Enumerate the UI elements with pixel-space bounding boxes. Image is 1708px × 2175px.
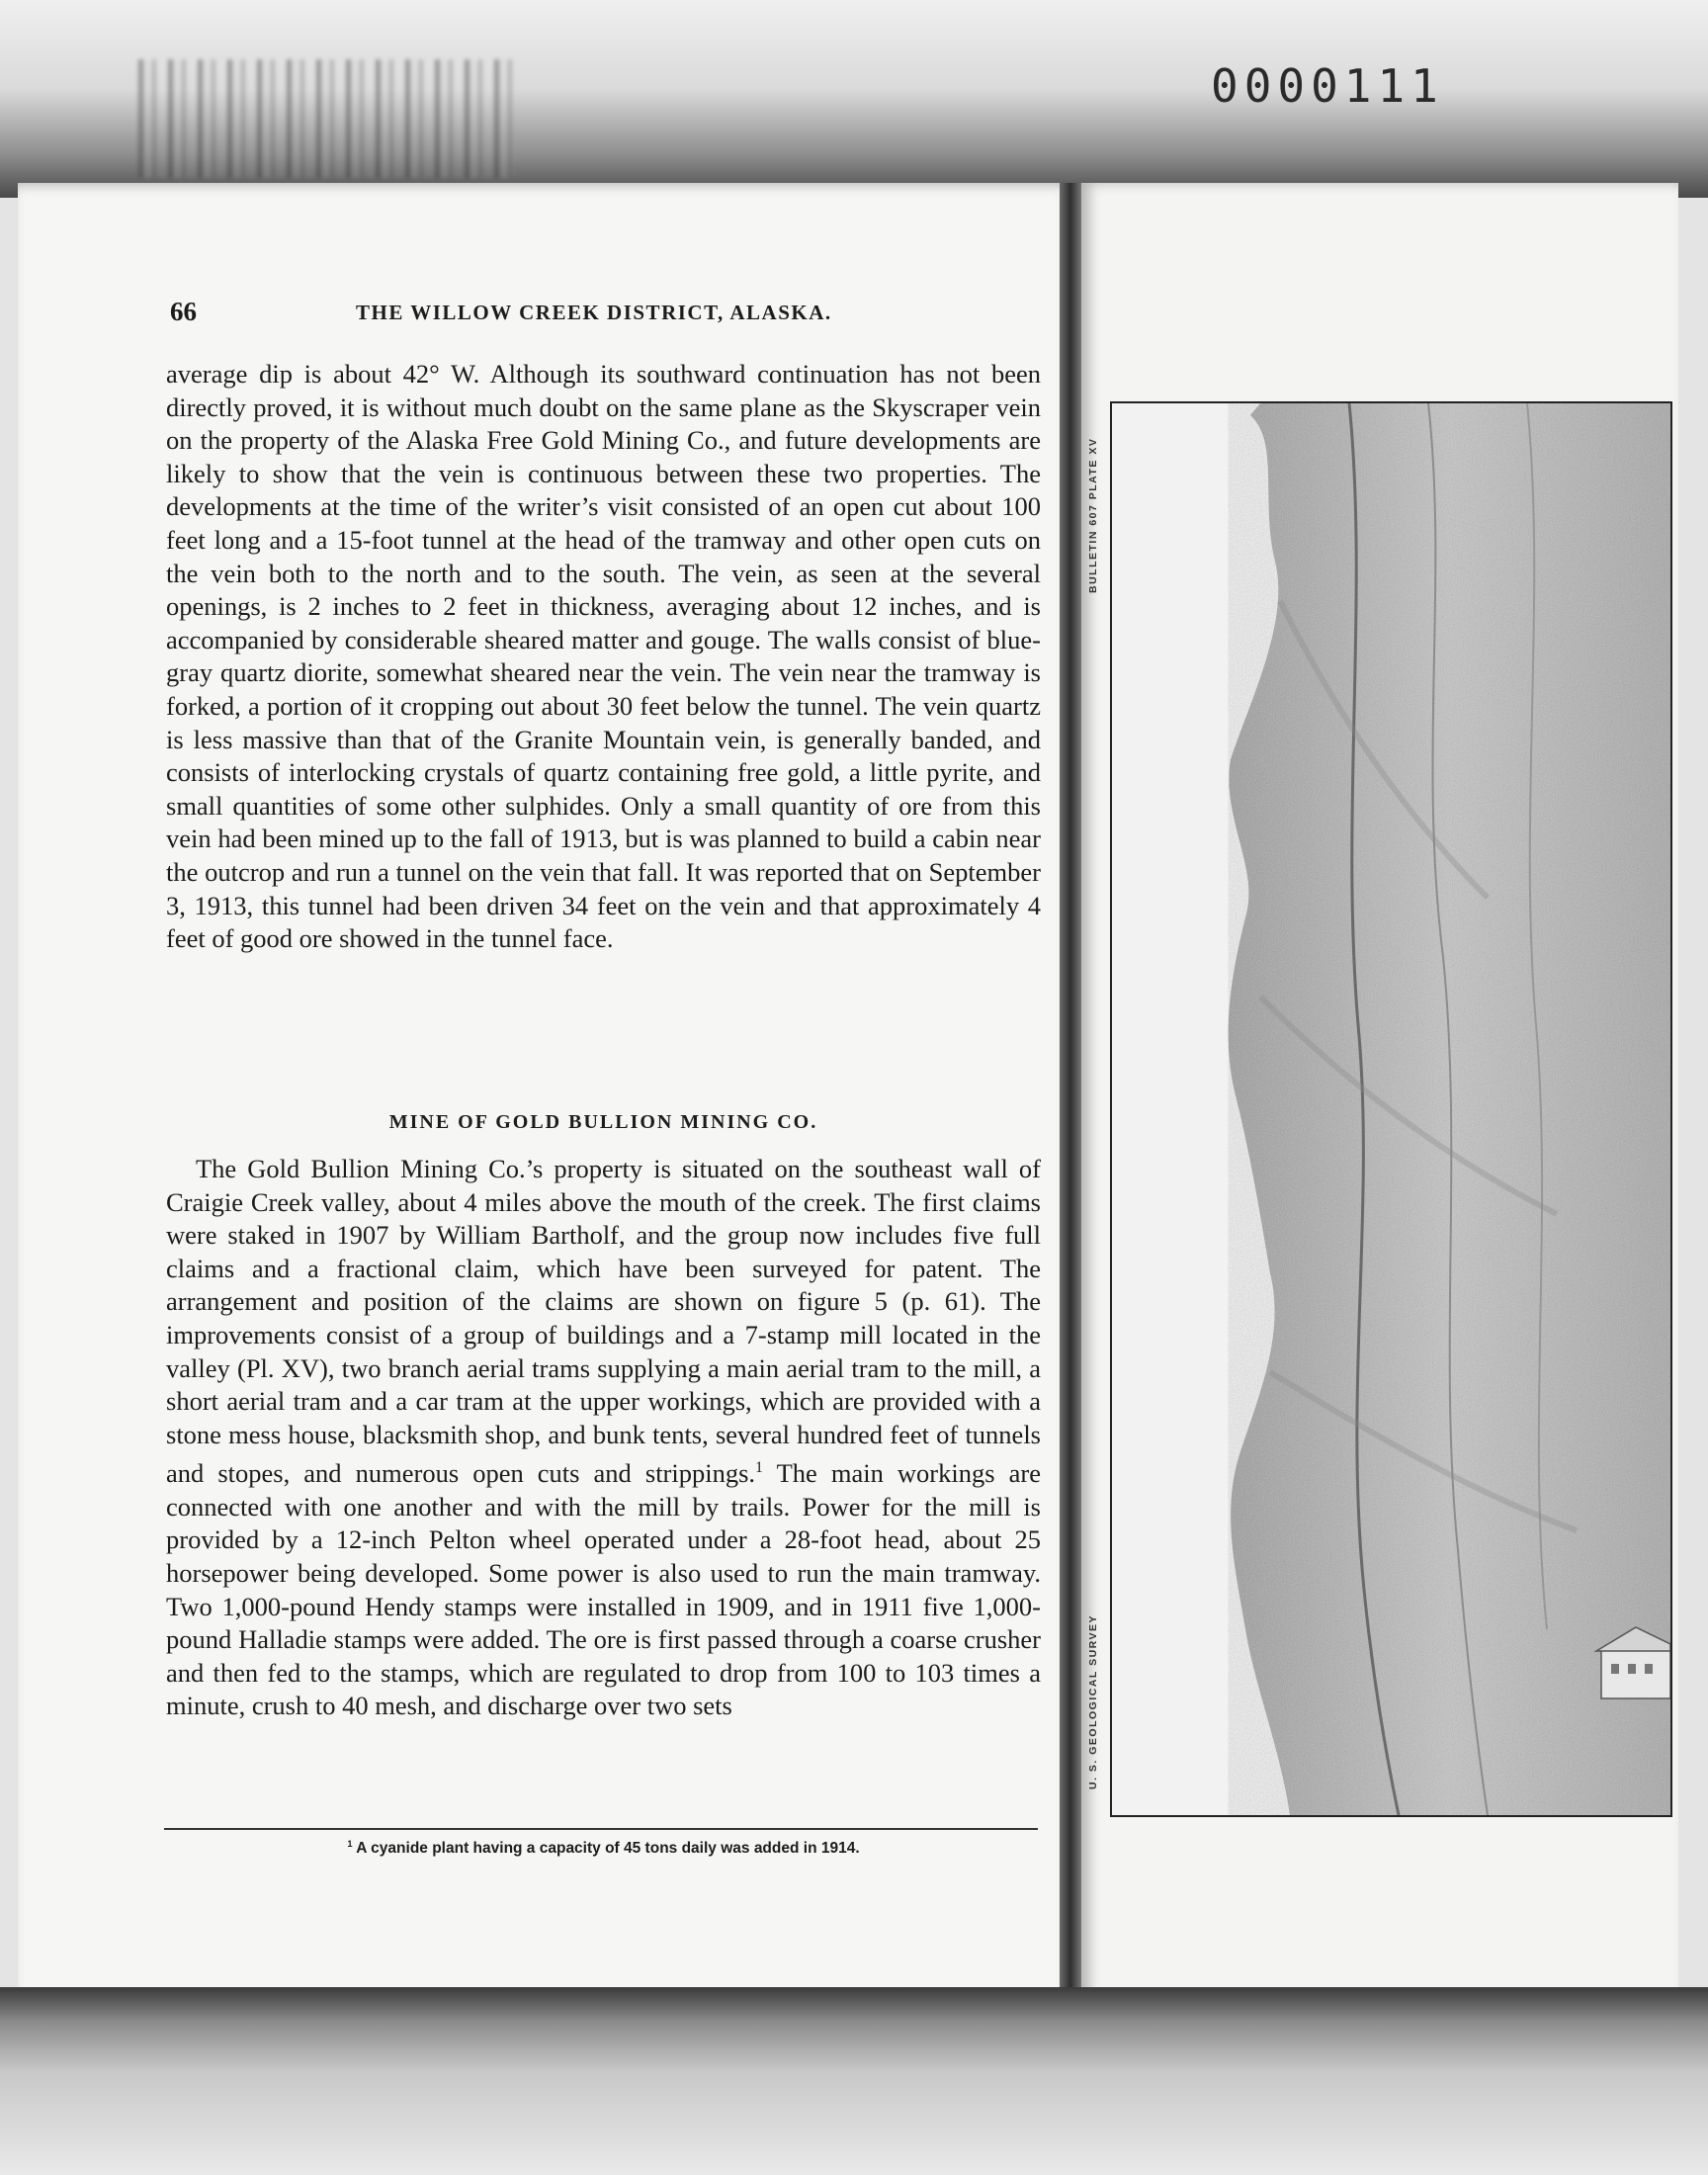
book-gutter [1060, 183, 1081, 2002]
footnote-marker: 1 [347, 1839, 353, 1849]
scan-bottom-shadow [0, 1987, 1708, 2175]
running-title: THE WILLOW CREEK DISTRICT, ALASKA. [356, 301, 832, 324]
footnote-reference: 1 [755, 1459, 763, 1477]
footnote [166, 1839, 1041, 1858]
plate-photograph-frame [1110, 401, 1672, 1817]
paragraph-text: average dip is about 42° W. Although its southward continuation has not been directly proved, it is without much doubt on the same plane as the Skyscraper vein on the property of the Alaska Free Gold Mining Co., and future developments are likely to show that the vein is continuous between these two properties. The developments at the time of the writer’s visit consisted of an open cut about 100 feet long and a 15-foot tunnel at the head of the tramway and other open cuts on the vein both to the north and to the south. The vein, as seen at the several openings, is 2 inches to 2 feet in thickness, averaging about 12 inches, and is accompanied by considerable sheared matter and gouge. The walls consist of blue-gray quartz diorite, somewhat sheared near the vein. The vein near the tramway is forked, a portion of it cropping out about 30 feet below the tunnel. The vein quartz is less massive than that of the Granite Mountain vein, is generally banded, and consists of interlocking crystals of quartz containing free gold, a little pyrite, and small quantities of some other sulphides. Only a small quantity of ore from this vein had been mined up to the fall of 1913, but is was planned to build a cabin near the outcrop and run a tunnel on the vein that fall. It was reported that on September 3, 1913, this tunnel had been driven 34 feet on the vein and that approximately 4 feet of good ore showed in the tunnel face. [166, 359, 1041, 954]
binding-streaks [138, 59, 514, 178]
plate-bulletin-label: BULLETIN 607 PLATE XV [1087, 437, 1099, 593]
paragraph-text-continued: The main workings are connected with one another and with the mill by trails. Power for the mill is provided by a 12-inch Pelton wheel operated under a 28-foot head, about 25 horsepower being developed. Some power is also used to run the main tramway. Two 1,000-pound Hendy stamps were installed in 1909, and in 1911 five 1,000-pound Halladie stamps were added. The ore is first passed through a coarse crusher and then fed to the stamps, which are regulated to drop from 100 to 103 times a minute, crush to 40 mesh, and discharge over two sets [166, 1458, 1041, 1721]
plate-survey-label: U. S. GEOLOGICAL SURVEY [1087, 1613, 1099, 1789]
section-heading: MINE OF GOLD BULLION MINING CO. [388, 1111, 818, 1133]
paragraph-gold-bullion [166, 1153, 1041, 1723]
paragraph-vein-description [166, 358, 1041, 956]
page-number: 66 [170, 297, 197, 326]
frame-number: 0000111 [1211, 59, 1444, 113]
footnote-rule [164, 1828, 1038, 1830]
paragraph-text: The Gold Bullion Mining Co.’s property is situated on the southeast wall of Craigie Creek valley, about 4 miles above the mouth of the creek. The first claims were staked in 1907 by William Bartholf, and the group now includes five full claims and a fractional claim, which have been surveyed for patent. The arrangement and position of the claims are shown on figure 5 (p. 61). The improvements consist of a group of buildings and a 7-stamp mill located in the valley (Pl. XV), two branch aerial trams supplying a main aerial tram to the mill, a short aerial tram and a car tram at the upper workings, which are provided with a stone mess house, blacksmith shop, and bunk tents, several hundred feet of tunnels and stopes, and numerous open cuts and strippings. [166, 1154, 1041, 1489]
mountain-valley-photograph [1112, 403, 1670, 1815]
footnote-text: A cyanide plant having a capacity of 45 tons daily was added in 1914. [352, 1840, 860, 1858]
running-head [170, 297, 1060, 336]
